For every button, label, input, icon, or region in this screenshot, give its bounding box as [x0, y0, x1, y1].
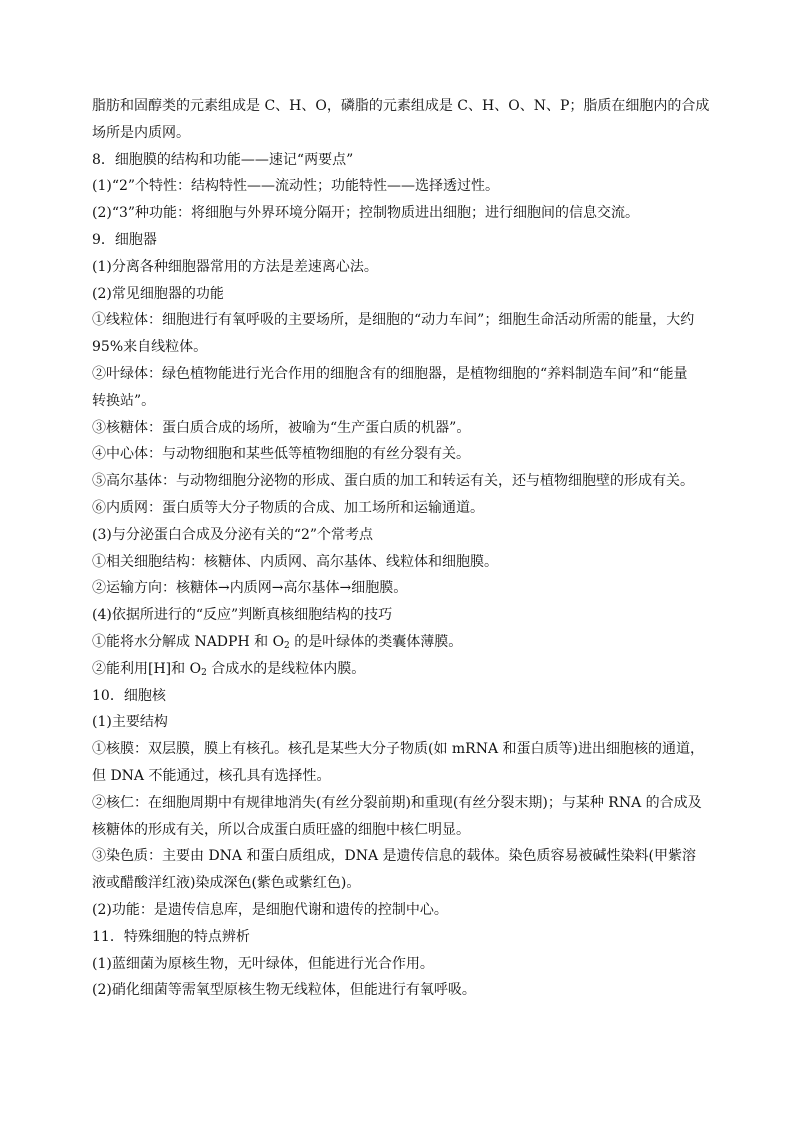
- text-line: ③染色质：主要由 DNA 和蛋白质组成，DNA 是遗传信息的载体。染色质容易被碱性染料(甲紫溶: [92, 848, 696, 865]
- text-segment: 的是叶绿体的类囊体薄膜。: [289, 633, 463, 650]
- text-line: ①线粒体：细胞进行有氧呼吸的主要场所，是细胞的“动力车间”；细胞生命活动所需的能量，大约: [92, 312, 695, 329]
- subscript: 2: [201, 667, 207, 678]
- text-line: (1)“2”个特性：结构特性——流动性；功能特性——选择透过性。: [92, 178, 500, 195]
- text-line: ②核仁：在细胞周期中有规律地消失(有丝分裂前期)和重现(有丝分裂末期)；与某种 RNA 的合成及: [92, 794, 702, 811]
- text-segment: ①能将水分解成 NADPH 和 O: [92, 633, 285, 650]
- subscript: 2: [284, 640, 290, 651]
- section-heading-organelles: 9．细胞器: [92, 231, 157, 248]
- text-segment: 合成水的是线粒体内膜。: [206, 660, 366, 677]
- text-line: (2)“3”种功能：将细胞与外界环境分隔开；控制物质进出细胞；进行细胞间的信息交流。: [92, 205, 640, 222]
- text-line: 转换站”。: [92, 392, 156, 409]
- text-line: 脂肪和固醇类的元素组成是 C、H、O，磷脂的元素组成是 C、H、O、N、P；脂质在细胞内的合成: [92, 98, 710, 114]
- text-line: 但 DNA 不能通过，核孔具有选择性。: [92, 767, 331, 784]
- text-line-with-subscript: [92, 629, 706, 656]
- text-line: ⑥内质网：蛋白质等大分子物质的合成、加工场所和运输通道。: [92, 499, 484, 516]
- text-line: (2)功能：是遗传信息库，是细胞代谢和遗传的控制中心。: [92, 901, 448, 918]
- section-heading-nucleus: 10．细胞核: [92, 687, 166, 704]
- text-line: (2)硝化细菌等需氧型原核生物无线粒体，但能进行有氧呼吸。: [92, 982, 476, 999]
- section-heading-special-cells: 11．特殊细胞的特点辨析: [92, 928, 250, 945]
- text-line: 液或醋酸洋红液)染成深色(紫色或紫红色)。: [92, 875, 361, 892]
- text-line: ③核糖体：蛋白质合成的场所，被喻为“生产蛋白质的机器”。: [92, 419, 471, 436]
- section-heading-cell-membrane: 8．细胞膜的结构和功能——速记“两要点”: [92, 151, 354, 168]
- text-line: ②叶绿体：绿色植物能进行光合作用的细胞含有的细胞器，是植物细胞的“养料制造车间”和“能量: [92, 365, 688, 382]
- text-line: 核糖体的形成有关，所以合成蛋白质旺盛的细胞中核仁明显。: [92, 821, 470, 838]
- text-line: ①相关细胞结构：核糖体、内质网、高尔基体、线粒体和细胞膜。: [92, 553, 498, 570]
- text-line: 95%来自线粒体。: [92, 339, 208, 356]
- text-segment: ②能利用[H]和 O: [92, 660, 202, 677]
- text-line: (1)分离各种细胞器常用的方法是差速离心法。: [92, 258, 378, 275]
- text-line: (1)蓝细菌为原核生物，无叶绿体，但能进行光合作用。: [92, 955, 434, 972]
- subheading: (4)依据所进行的“反应”判断真核细胞结构的技巧: [92, 607, 393, 624]
- subheading: (1)主要结构: [92, 714, 168, 731]
- text-line: ①核膜：双层膜，膜上有核孔。核孔是某些大分子物质(如 mRNA 和蛋白质等)进出细胞核的通道，: [92, 741, 704, 758]
- text-line: ④中心体：与动物细胞和某些低等植物细胞的有丝分裂有关。: [92, 446, 470, 463]
- document-body: [92, 93, 710, 1004]
- text-line-with-subscript: [92, 656, 706, 683]
- subheading: (3)与分泌蛋白合成及分泌有关的“2”个常考点: [92, 526, 374, 543]
- subheading: (2)常见细胞器的功能: [92, 285, 224, 302]
- text-line: ⑤高尔基体：与动物细胞分泌物的形成、蛋白质的加工和转运有关，还与植物细胞壁的形成有关。: [92, 473, 694, 490]
- text-line: ②运输方向：核糖体→内质网→高尔基体→细胞膜。: [92, 580, 408, 597]
- text-line: 场所是内质网。: [92, 124, 190, 141]
